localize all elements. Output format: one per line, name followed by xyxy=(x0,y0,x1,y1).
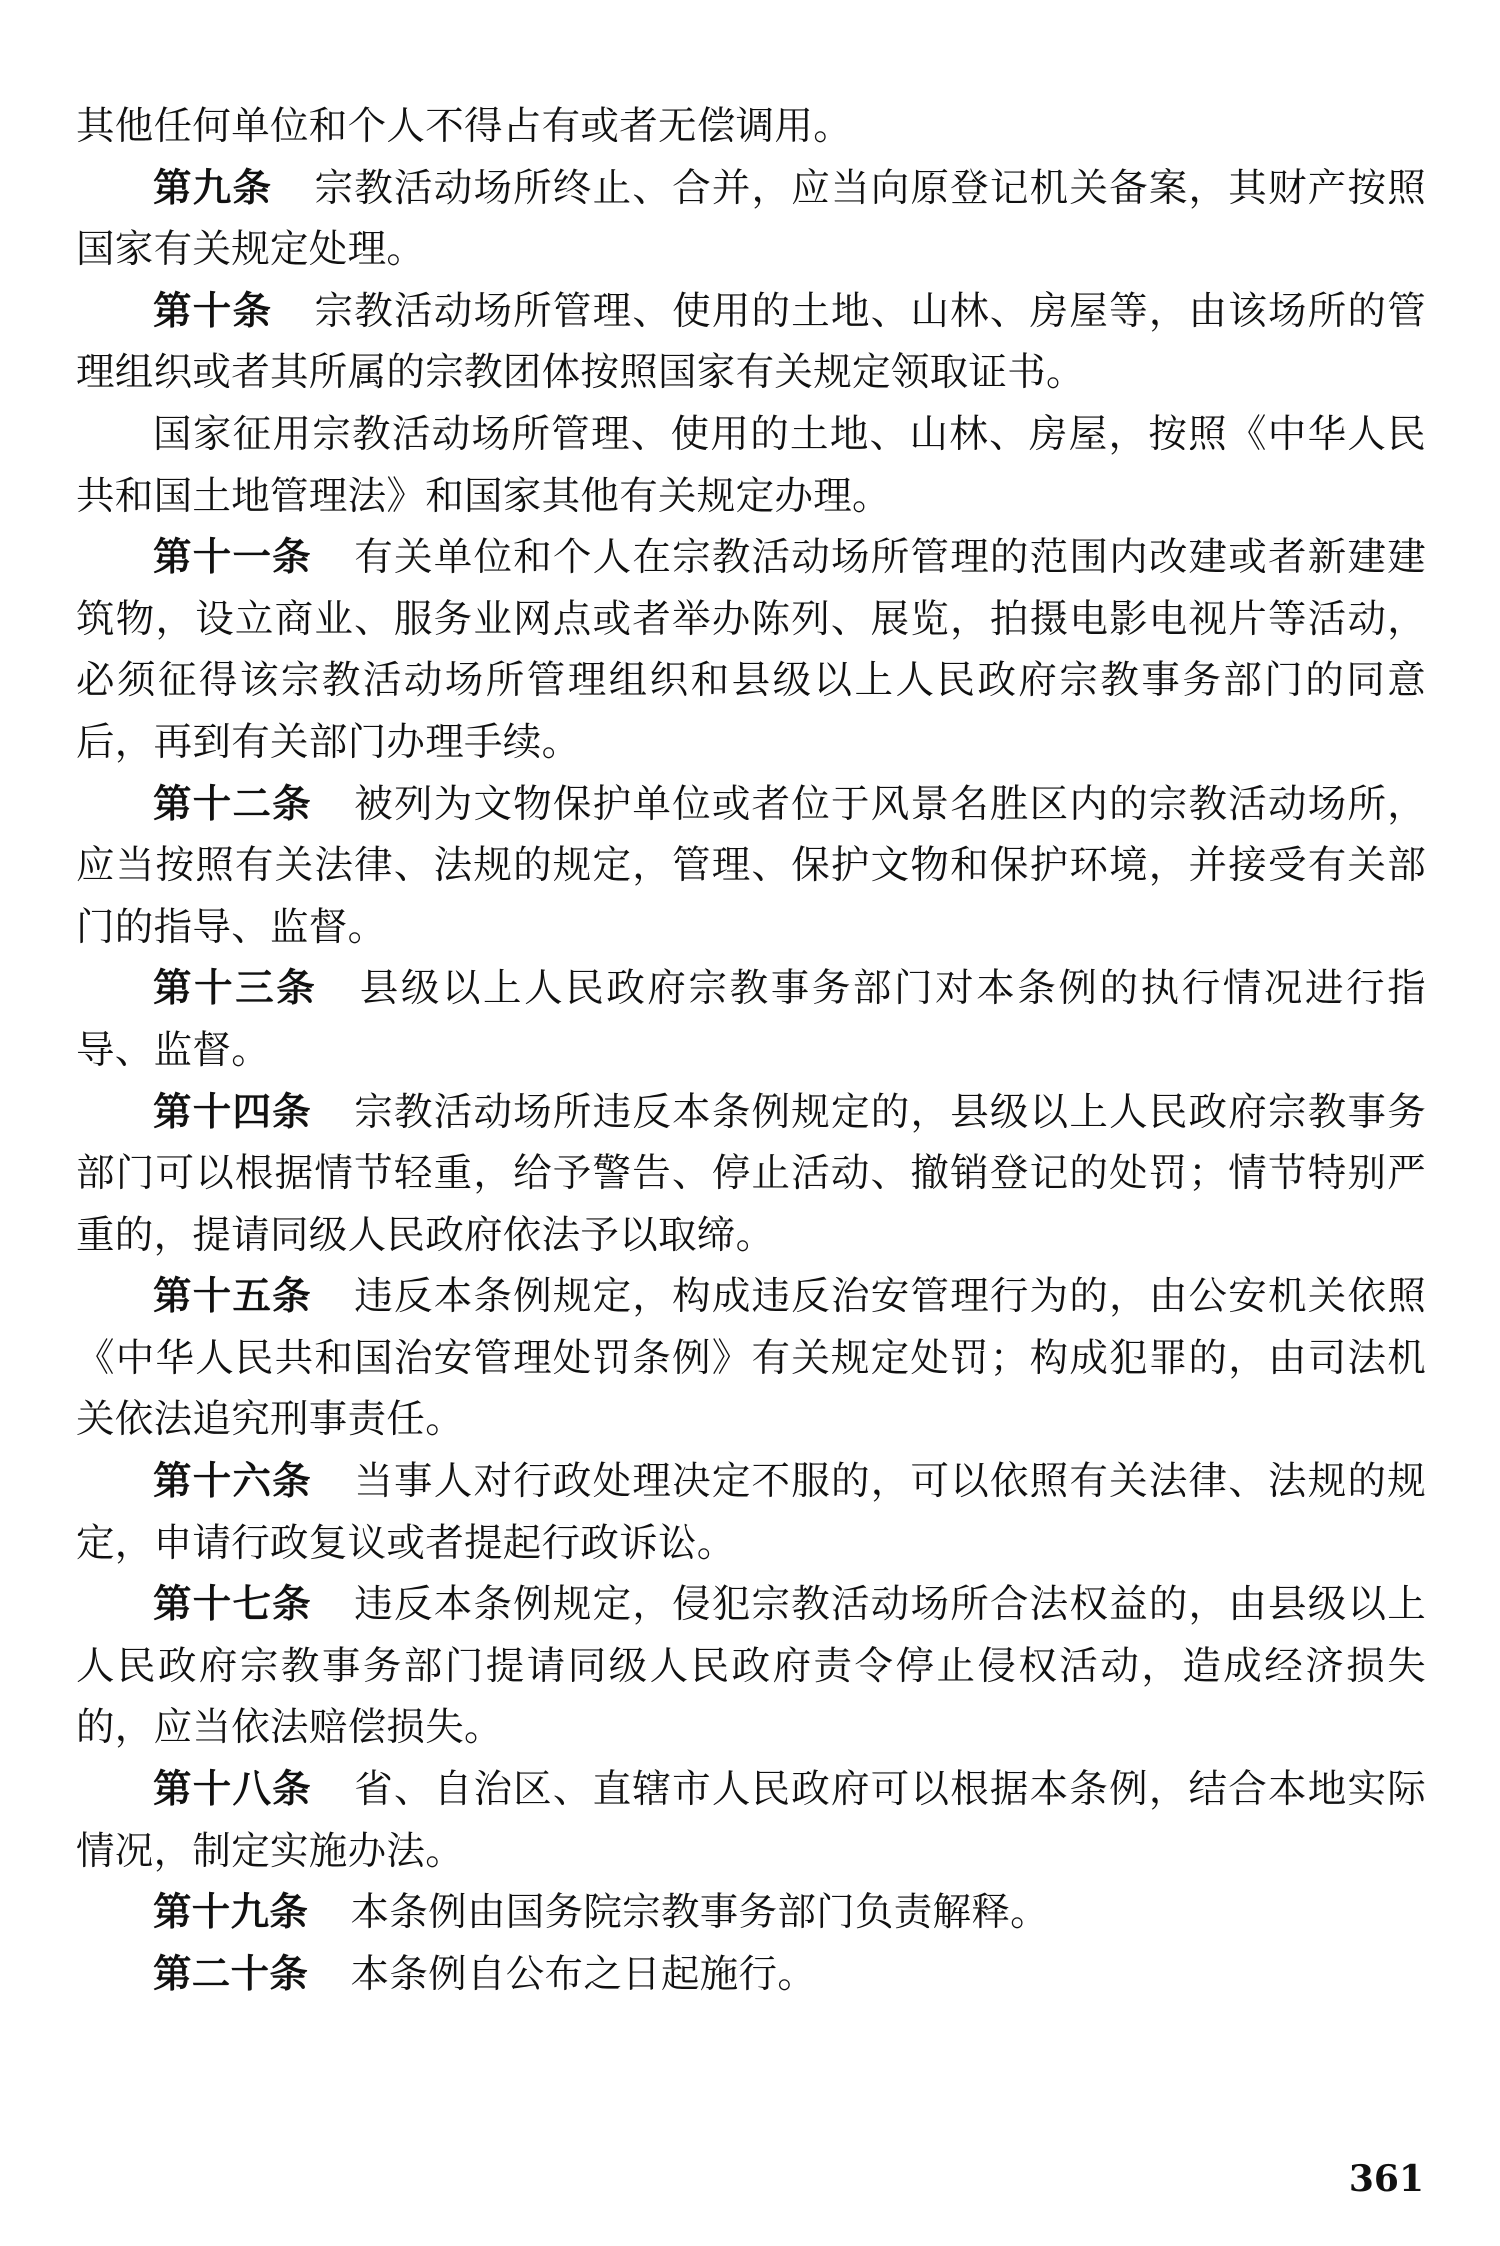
article-text: 本条例自公布之日起施行。 xyxy=(350,1951,817,1997)
article-text: 省、自治区、直辖市人民政府可以根据本条例，结合本地实际情况，制定实施办法。 xyxy=(76,1767,1426,1874)
article-10 xyxy=(76,281,1426,404)
article-text: 本条例由国务院宗教事务部门负责解释。 xyxy=(350,1890,1049,1936)
article-number: 第九条 xyxy=(153,165,273,211)
page-number: 361 xyxy=(1348,2158,1424,2200)
article-20 xyxy=(76,1944,1426,2006)
article-text: 宗教活动场所违反本条例规定的，县级以上人民政府宗教事务部门可以根据情节轻重，给予警告、停止活动、撤销登记的处罚；情节特别严重的，提请同级人民政府依法予以取缔。 xyxy=(76,1089,1426,1258)
article-number: 第十六条 xyxy=(153,1459,312,1505)
article-text: 有关单位和个人在宗教活动场所管理的范围内改建或者新建建筑物，设立商业、服务业网点或者举办陈列、展览，拍摄电影电视片等活动，必须征得该宗教活动场所管理组织和县级以上人民政府宗教事务部门的同意后，再到有关部门办理手续。 xyxy=(76,535,1426,765)
article-number: 第十九条 xyxy=(153,1890,309,1936)
article-text: 县级以上人民政府宗教事务部门对本条例的执行情况进行指导、监督。 xyxy=(76,966,1427,1073)
article-text: 宗教活动场所终止、合并，应当向原登记机关备案，其财产按照国家有关规定处理。 xyxy=(76,165,1426,273)
article-19 xyxy=(76,1882,1426,1944)
article-number: 第二十条 xyxy=(153,1951,309,1997)
article-text: 违反本条例规定，构成违反治安管理行为的，由公安机关依照《中华人民共和国治安管理处罚条例》有关规定处罚；构成犯罪的，由司法机关依法追究刑事责任。 xyxy=(76,1274,1426,1443)
article-number: 第十二条 xyxy=(153,781,312,827)
article-text: 宗教活动场所管理、使用的土地、山林、房屋等，由该场所的管理组织或者其所属的宗教团体按照国家有关规定领取证书。 xyxy=(76,288,1426,396)
article-17 xyxy=(76,1574,1426,1759)
article-text: 被列为文物保护单位或者位于风景名胜区内的宗教活动场所，应当按照有关法律、法规的规定，管理、保护文物和保护环境，并接受有关部门的指导、监督。 xyxy=(76,781,1426,950)
article-text: 违反本条例规定，侵犯宗教活动场所合法权益的，由县级以上人民政府宗教事务部门提请同级人民政府责令停止侵权活动，造成经济损失的，应当依法赔偿损失。 xyxy=(76,1582,1426,1751)
article-18 xyxy=(76,1759,1426,1882)
article-9 xyxy=(76,158,1426,281)
article-text: 国家征用宗教活动场所管理、使用的土地、山林、房屋，按照《中华人民共和国土地管理法》和国家其他有关规定办理。 xyxy=(76,411,1426,519)
article-14 xyxy=(76,1082,1426,1267)
article-number: 第十三条 xyxy=(153,966,318,1012)
opening-paragraph xyxy=(76,96,1426,158)
document-page xyxy=(76,96,1426,2005)
article-number: 第十条 xyxy=(153,288,273,334)
paragraph-text: 其他任何单位和个人不得占有或者无偿调用。 xyxy=(76,104,853,149)
article-text: 当事人对行政处理决定不服的，可以依照有关法律、法规的规定，申请行政复议或者提起行政诉讼。 xyxy=(76,1459,1426,1566)
article-number: 第十七条 xyxy=(153,1582,312,1628)
article-11 xyxy=(76,527,1426,773)
article-16 xyxy=(76,1451,1426,1574)
article-number: 第十一条 xyxy=(153,535,312,581)
article-12 xyxy=(76,774,1426,959)
article-number: 第十八条 xyxy=(153,1767,312,1813)
article-number: 第十五条 xyxy=(153,1274,312,1320)
article-10-paragraph-2 xyxy=(76,404,1426,527)
article-15 xyxy=(76,1266,1426,1451)
article-number: 第十四条 xyxy=(153,1089,312,1135)
article-13 xyxy=(76,958,1426,1081)
